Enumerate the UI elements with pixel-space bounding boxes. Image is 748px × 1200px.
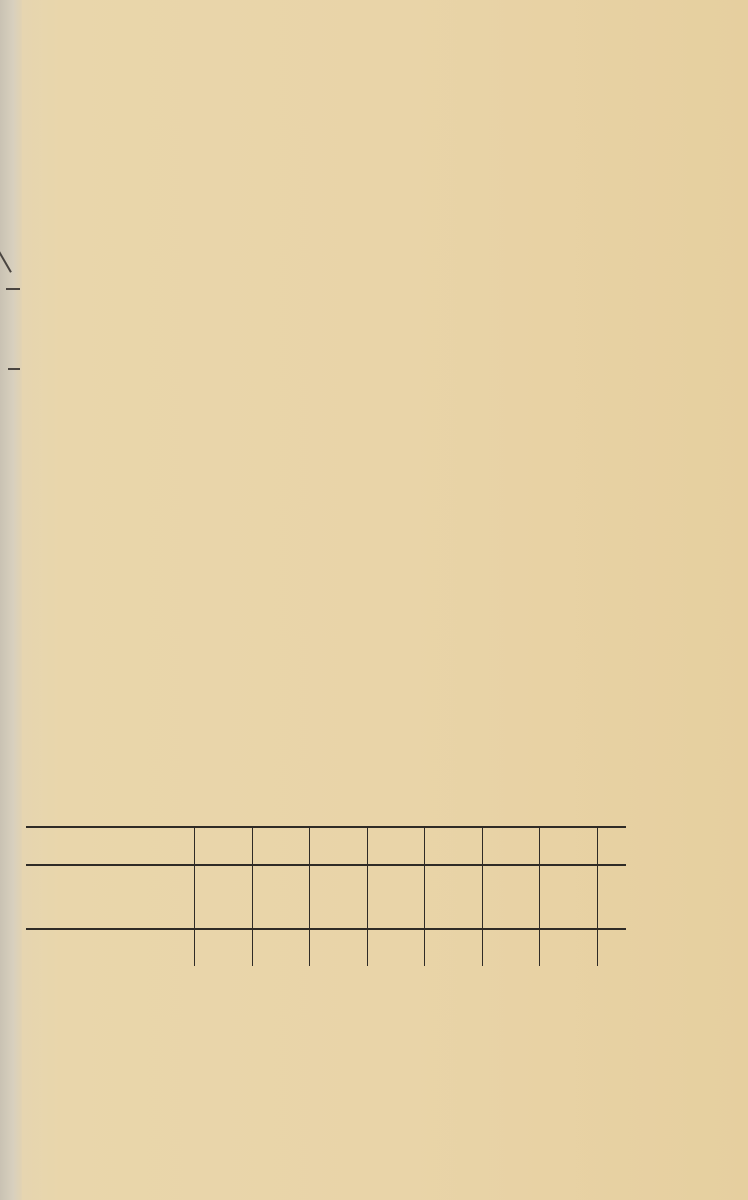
- table-cell: [310, 865, 368, 898]
- header-cell: [195, 827, 253, 865]
- table-cell: [425, 898, 483, 929]
- table-cell: [310, 898, 368, 929]
- header-cell: [310, 827, 368, 865]
- table-cell: [540, 865, 598, 898]
- table-cell: [597, 898, 626, 929]
- results-table: [26, 826, 626, 966]
- table-cell: [482, 898, 540, 929]
- header-cell: [482, 827, 540, 865]
- table-cell: [252, 929, 310, 966]
- header-cell: [540, 827, 598, 865]
- table-cell: [540, 898, 598, 929]
- row-label: [26, 898, 195, 929]
- table-cell: [597, 929, 626, 966]
- header-cell: [252, 827, 310, 865]
- table-cell: [252, 865, 310, 898]
- table-cell: [425, 929, 483, 966]
- table-row: [26, 898, 626, 929]
- table-cell: [425, 865, 483, 898]
- table-cell: [310, 929, 368, 966]
- table-cell: [367, 898, 425, 929]
- gutter-rule: [8, 368, 20, 370]
- gutter-rule: [6, 288, 20, 290]
- table-row: [26, 865, 626, 898]
- table-cell: [367, 865, 425, 898]
- table-cell: [252, 898, 310, 929]
- table-cell: [367, 929, 425, 966]
- table-cell: [195, 929, 253, 966]
- header-cell: [425, 827, 483, 865]
- adjacent-page-edge: [0, 0, 22, 1200]
- table-cell: [482, 929, 540, 966]
- table-cell: [482, 865, 540, 898]
- table-header-row: [26, 827, 626, 865]
- table-cell: [195, 865, 253, 898]
- table-mean-row: [26, 929, 626, 966]
- table-cell: [540, 929, 598, 966]
- row-label: [26, 865, 195, 898]
- row-label: [26, 929, 195, 966]
- header-cell: [26, 827, 195, 865]
- table-cell: [597, 865, 626, 898]
- gutter-curve: [0, 251, 11, 273]
- header-cell: [367, 827, 425, 865]
- header-cell: [597, 827, 626, 865]
- table-cell: [195, 898, 253, 929]
